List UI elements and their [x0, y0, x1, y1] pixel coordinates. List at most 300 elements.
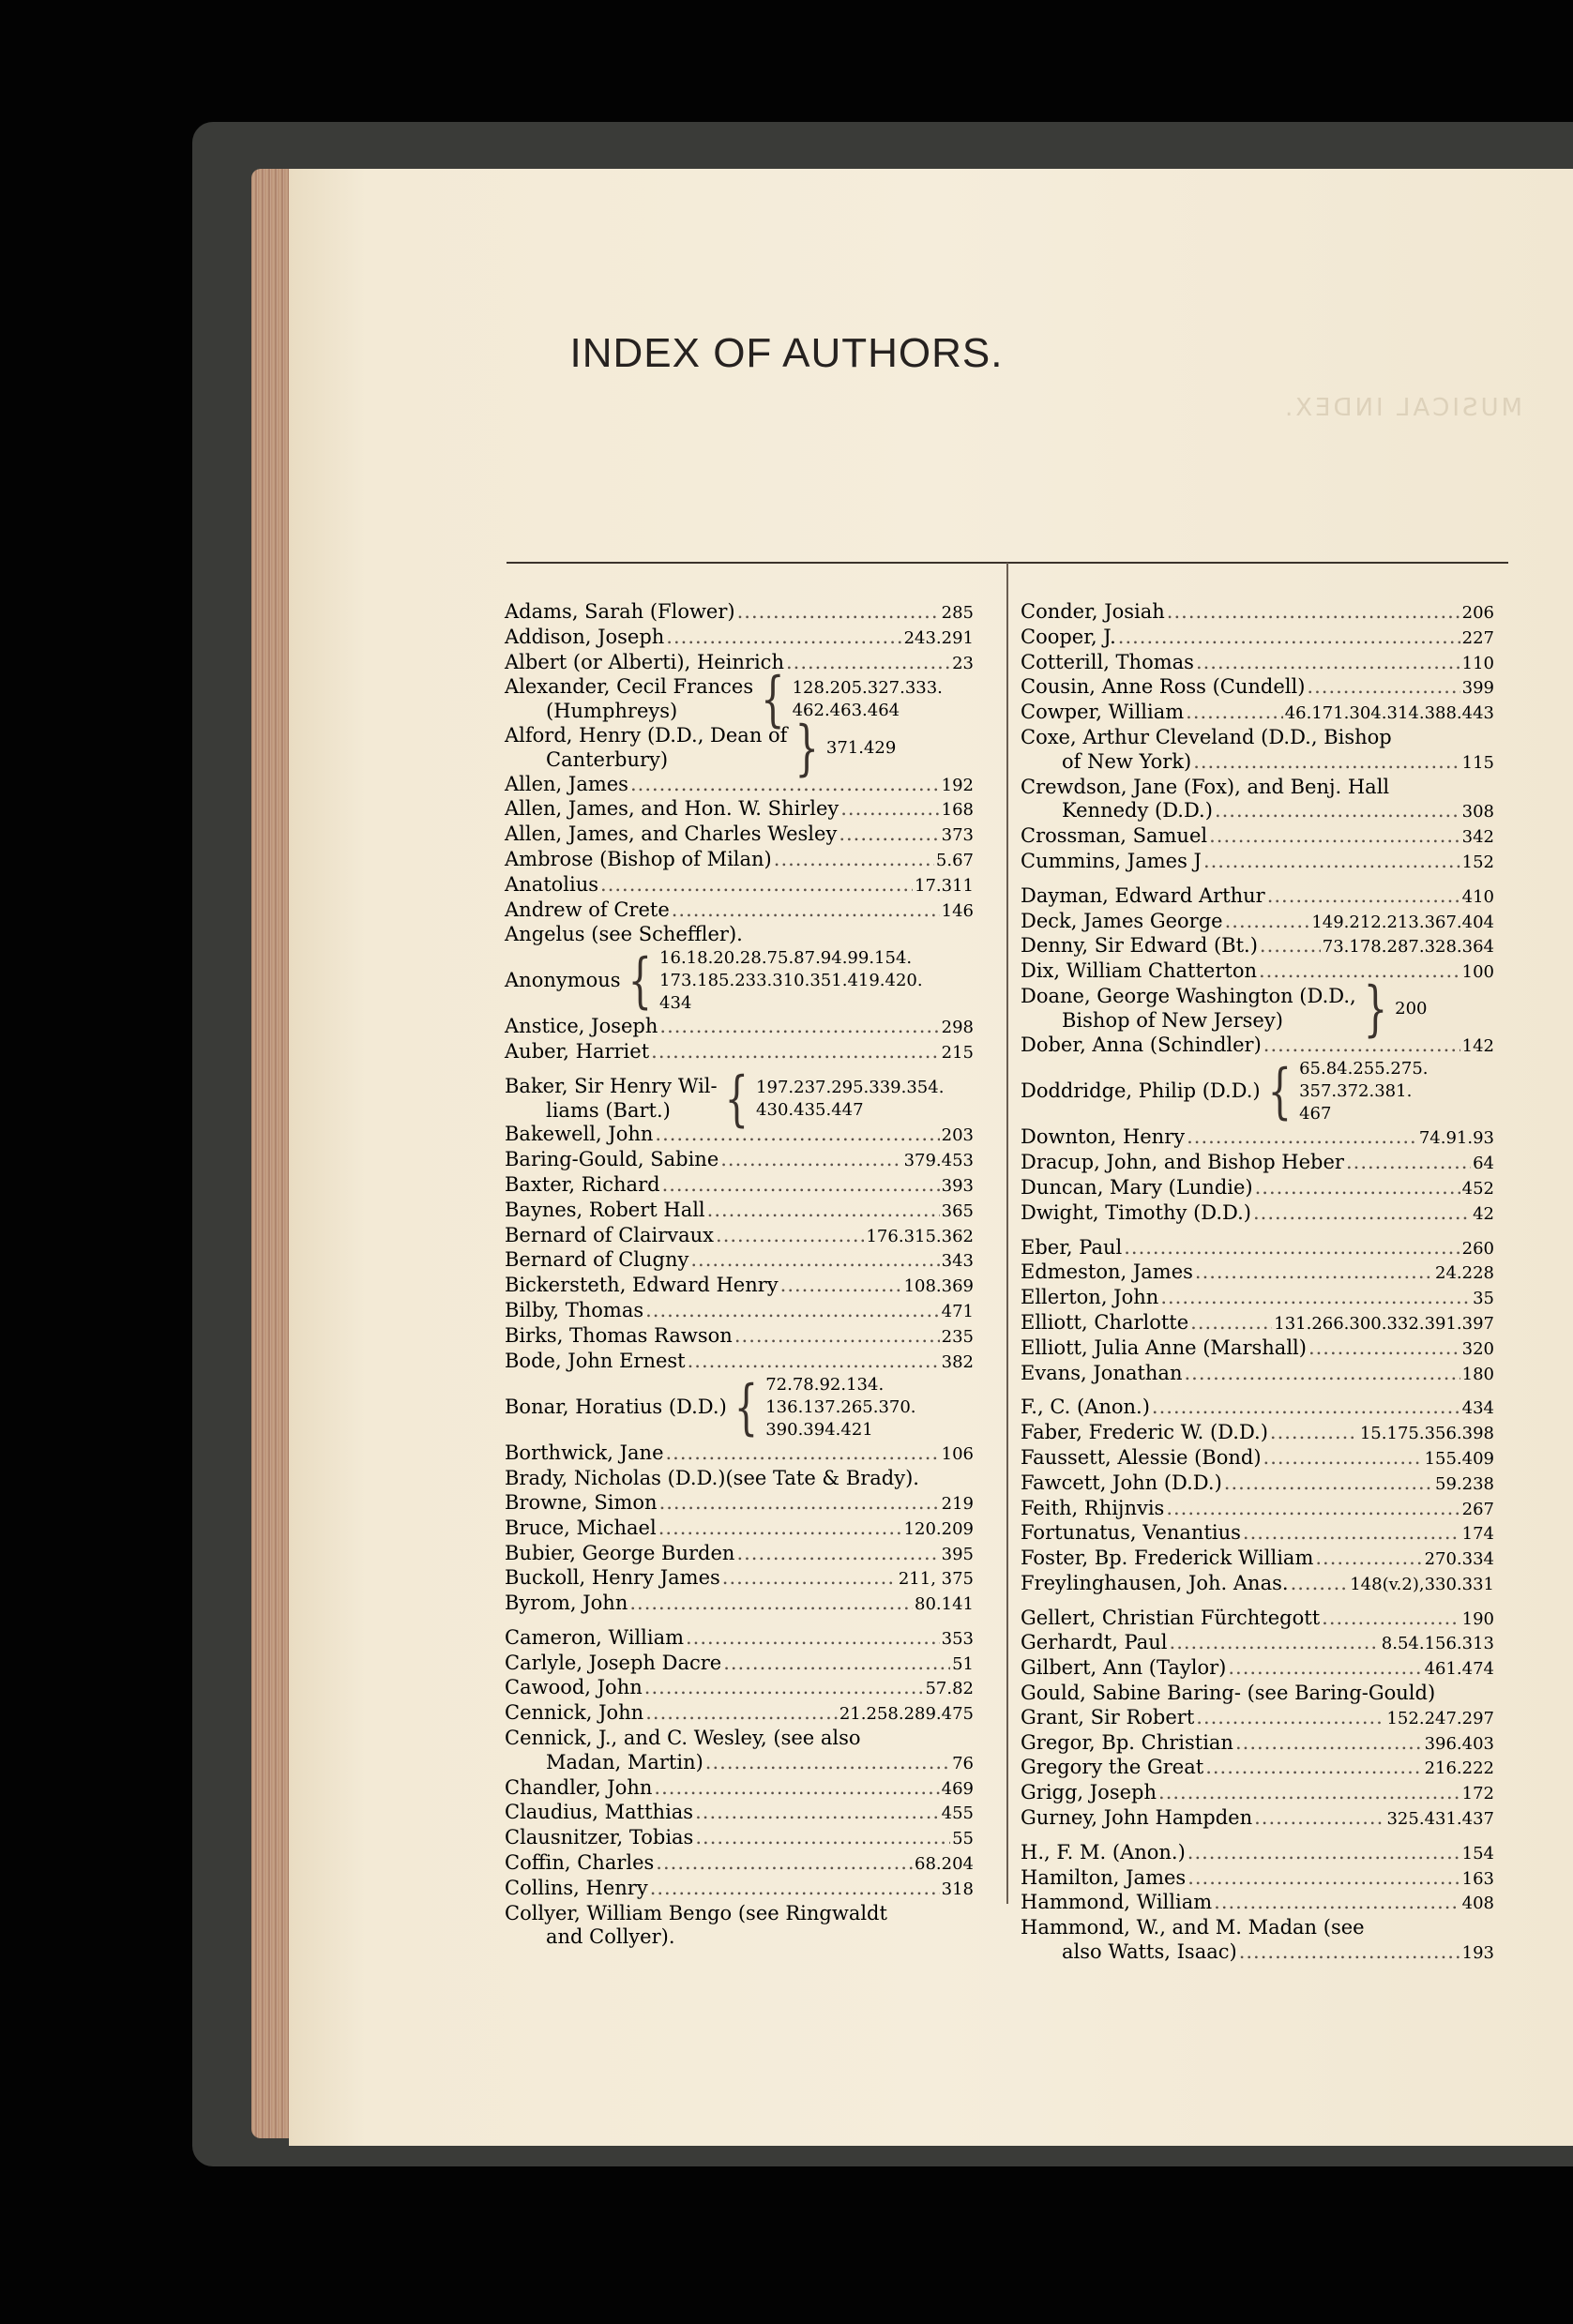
entry-line — [505, 1801, 974, 1826]
page-numbers: 155.409 — [1424, 1448, 1494, 1469]
author-name: Gregory the Great — [1021, 1756, 1204, 1779]
author-name: Birks, Thomas Rawson — [505, 1323, 733, 1347]
index-entry — [505, 1441, 974, 1467]
leader-dots — [1228, 1656, 1422, 1681]
entry-line — [505, 1199, 974, 1224]
leader-dots — [1158, 1781, 1460, 1805]
author-name: Dracup, John, and Bishop Heber — [1021, 1151, 1344, 1174]
page-numbers: 51 — [952, 1653, 974, 1674]
index-entry — [1021, 1201, 1494, 1227]
leader-dots — [707, 1199, 940, 1223]
page-numbers: 80.141 — [915, 1594, 974, 1615]
author-name — [1021, 985, 1356, 1034]
entry-line — [1021, 1034, 1494, 1059]
author-name — [505, 724, 787, 773]
author-name: Auber, Harriet — [505, 1039, 650, 1063]
index-entry — [505, 1801, 974, 1826]
page-numbers: 371.429 — [825, 737, 897, 758]
index-entry — [1021, 1682, 1494, 1706]
author-name-line: Baker, Sir Henry Wil- — [505, 1074, 718, 1097]
page-numbers: 353 — [941, 1628, 974, 1649]
entry-line — [1021, 850, 1494, 875]
entry-line — [1021, 1866, 1494, 1892]
author-name: Anonymous — [505, 969, 621, 992]
author-name: Bernard of Clugny — [505, 1248, 689, 1272]
index-entry — [505, 1123, 974, 1148]
index-entry — [505, 947, 974, 1015]
index-entry — [505, 1517, 974, 1542]
index-entry — [505, 923, 974, 947]
page-numbers: 35 — [1473, 1289, 1494, 1309]
index-entry — [505, 1776, 974, 1802]
author-name: Fawcett, John (D.D.) — [1021, 1471, 1222, 1494]
page-numbers — [659, 947, 923, 1015]
entry-line — [1021, 1656, 1494, 1682]
author-name-line: Bishop of New Jersey) — [1062, 1008, 1283, 1032]
author-name: Foster, Bp. Frederick William — [1021, 1547, 1314, 1570]
leader-dots — [658, 1517, 902, 1541]
index-entry — [505, 713, 974, 783]
index-entry — [505, 1566, 974, 1592]
index-entry — [1021, 1446, 1494, 1471]
entry-line — [505, 848, 974, 873]
index-entry — [1021, 1706, 1494, 1731]
entry-line — [505, 873, 974, 898]
page-numbers: 17.311 — [915, 875, 974, 896]
leader-dots — [630, 773, 940, 797]
page-numbers — [1299, 1058, 1428, 1125]
page-numbers: 115 — [1461, 752, 1494, 773]
author-name: Edmeston, James — [1021, 1260, 1193, 1284]
page-numbers: 471 — [941, 1301, 974, 1321]
page-numbers: 455 — [941, 1803, 974, 1824]
entry-line — [1021, 1421, 1494, 1446]
index-entry — [1021, 1841, 1494, 1866]
entry-line — [1021, 626, 1494, 651]
entry-line — [1021, 910, 1494, 935]
author-name: Dober, Anna (Schindler) — [1021, 1033, 1262, 1056]
author-name: Downton, Henry — [1021, 1125, 1186, 1149]
index-entry — [505, 1626, 974, 1652]
leader-dots — [1315, 1547, 1422, 1571]
entry-line — [1021, 1151, 1494, 1176]
index-entry — [1021, 1336, 1494, 1362]
author-name: Ambrose (Bishop of Milan) — [505, 847, 772, 870]
leader-dots — [1225, 910, 1310, 934]
page-numbers: 285 — [941, 603, 974, 623]
leader-dots — [1205, 1756, 1422, 1780]
page-numbers: 298 — [941, 1018, 974, 1038]
entry-line — [1021, 1362, 1494, 1387]
page-numbers-line: 390.394.421 — [765, 1420, 873, 1441]
entry-line — [1021, 1236, 1494, 1261]
entry-line — [505, 1224, 974, 1249]
author-name: Dwight, Timothy (D.D.) — [1021, 1200, 1251, 1224]
page-numbers: 396.403 — [1424, 1733, 1494, 1754]
page-numbers: 373 — [941, 825, 974, 846]
index-entry — [1021, 1866, 1494, 1892]
leader-dots — [1160, 1286, 1471, 1310]
leader-dots — [1214, 1891, 1460, 1915]
entry-line — [505, 773, 974, 798]
author-name — [505, 675, 753, 724]
index-entry — [1021, 824, 1494, 850]
entry-line — [1021, 1572, 1494, 1597]
leader-dots — [695, 1826, 950, 1850]
author-name: Baynes, Robert Hall — [505, 1198, 705, 1221]
page-numbers-line: 16.18.20.28.75.87.94.99.154. — [659, 948, 913, 969]
author-name: Cousin, Anne Ross (Cundell) — [1021, 675, 1306, 699]
page-numbers: 146 — [941, 900, 974, 921]
leader-dots — [839, 822, 939, 847]
author-name: Adams, Sarah (Flower) — [505, 600, 735, 623]
author-name: Cameron, William — [505, 1625, 684, 1649]
leader-dots — [1187, 1841, 1460, 1865]
entry-line — [505, 1040, 974, 1065]
entry-line — [1021, 1841, 1494, 1866]
author-name: Bubier, George Burden — [505, 1541, 735, 1564]
index-entry — [505, 600, 974, 626]
author-name: Conder, Josiah — [1021, 600, 1165, 623]
index-entry — [505, 1248, 974, 1274]
leader-dots — [629, 1592, 913, 1616]
author-name: Ellerton, John — [1021, 1286, 1159, 1309]
page-numbers: 24.228 — [1435, 1263, 1494, 1284]
leader-dots — [655, 1123, 939, 1147]
index-entry — [1021, 1607, 1494, 1632]
index-entry — [1021, 600, 1494, 626]
index-entry — [505, 1727, 974, 1776]
entry-line — [1021, 1607, 1494, 1632]
author-name: Chandler, John — [505, 1775, 653, 1799]
page-numbers: 5.67 — [935, 850, 974, 870]
author-name: Bruce, Michael — [505, 1516, 657, 1539]
entry-line — [1021, 1446, 1494, 1471]
entry-line — [505, 1467, 974, 1491]
leader-dots — [1270, 1421, 1358, 1445]
leader-dots — [1203, 850, 1460, 874]
index-entry — [1021, 776, 1494, 825]
author-name: Gellert, Christian Fürchtegott — [1021, 1606, 1321, 1629]
entry-line — [1021, 1201, 1494, 1227]
index-entry — [1021, 1547, 1494, 1572]
brace-glyph: { — [761, 665, 785, 734]
leader-dots — [1267, 884, 1460, 909]
index-entry — [505, 1350, 974, 1375]
author-name-line: Alexander, Cecil Frances — [505, 675, 754, 699]
leader-dots — [1259, 959, 1460, 984]
leader-dots — [1196, 651, 1460, 675]
page-numbers: 399 — [1461, 678, 1494, 699]
page-numbers: 108.369 — [903, 1276, 974, 1297]
page-numbers: 219 — [941, 1493, 974, 1514]
index-entry — [1021, 1731, 1494, 1757]
page-numbers: 206 — [1461, 603, 1494, 623]
leader-dots — [1124, 1236, 1460, 1260]
author-name: Byrom, John — [505, 1592, 628, 1615]
page-numbers: 267 — [1461, 1499, 1494, 1519]
entry-line — [505, 1826, 974, 1851]
leader-dots — [1195, 1260, 1433, 1285]
author-name: Grant, Sir Robert — [1021, 1705, 1195, 1728]
author-name-line — [505, 1925, 974, 1950]
author-name: Anatolius — [505, 872, 599, 896]
index-entry — [505, 1467, 974, 1491]
page-numbers: 152 — [1461, 852, 1494, 872]
leader-dots — [1253, 1201, 1471, 1226]
author-name: Brady, Nicholas (D.D.)(see Tate & Brady). — [505, 1467, 919, 1490]
page-numbers-line: 197.237.295.339.354. — [756, 1077, 945, 1097]
index-entry — [1021, 1631, 1494, 1656]
page-numbers: 308 — [1461, 802, 1494, 822]
index-entry — [1021, 1362, 1494, 1387]
page-numbers: 342 — [1461, 827, 1494, 848]
author-name: Crossman, Samuel — [1021, 824, 1208, 848]
leader-dots — [1209, 824, 1460, 849]
author-name: Feith, Rhijnvis — [1021, 1496, 1165, 1519]
page-numbers: 270.334 — [1424, 1549, 1494, 1570]
index-entry — [505, 1015, 974, 1040]
index-entry — [1021, 1236, 1494, 1261]
leader-dots — [662, 1173, 940, 1198]
entry-line — [1021, 1286, 1494, 1311]
leader-dots — [688, 1350, 940, 1374]
entry-line — [1021, 1682, 1494, 1706]
index-entry — [1021, 934, 1494, 959]
page-numbers: 200 — [1395, 998, 1428, 1019]
leader-dots — [737, 600, 940, 625]
entry-line — [505, 1299, 974, 1324]
author-name: Doddridge, Philip (D.D.) — [1021, 1079, 1261, 1103]
leader-dots — [1255, 1176, 1460, 1200]
entry-line — [505, 1248, 974, 1274]
page-numbers-line: 173.185.233.310.351.419.420. — [659, 971, 923, 991]
author-name: and Collyer). — [546, 1925, 675, 1949]
show-through-text: MUSICAL INDEX. — [1282, 394, 1522, 422]
page-numbers: 152.247.297 — [1386, 1708, 1494, 1728]
index-entry — [1021, 1572, 1494, 1597]
index-entry — [505, 1851, 974, 1877]
page-numbers: 74.91.93 — [1418, 1128, 1494, 1149]
author-name-line: Doane, George Washington (D.D., — [1021, 984, 1356, 1007]
leader-dots — [774, 848, 934, 872]
entry-line — [505, 1652, 974, 1677]
author-name: Cawood, John — [505, 1676, 643, 1699]
index-entry — [505, 773, 974, 798]
entry-line — [505, 1676, 974, 1701]
index-entry — [505, 1224, 974, 1249]
page-numbers: 55 — [952, 1829, 974, 1849]
entry-line — [505, 822, 974, 848]
index-entry — [505, 1199, 974, 1224]
entry-line — [505, 600, 974, 626]
author-name: Gurney, John Hampden — [1021, 1806, 1253, 1830]
page-numbers-line: 462.463.464 — [792, 701, 900, 721]
index-entry — [505, 1274, 974, 1299]
page-numbers-line: 430.435.447 — [756, 1099, 864, 1120]
author-name-line: Alford, Henry (D.D., Dean of — [505, 723, 788, 747]
leader-dots — [695, 1801, 940, 1825]
author-name: Addison, Joseph — [505, 625, 665, 648]
index-entry — [1021, 850, 1494, 875]
leader-dots — [1184, 1362, 1460, 1386]
index-entry — [1021, 1396, 1494, 1421]
page-numbers: 211, 375 — [898, 1569, 974, 1590]
page-numbers: 131.266.300.332.391.397 — [1274, 1313, 1494, 1334]
index-entry — [1021, 1806, 1494, 1832]
page-numbers-line: 128.205.327.333. — [792, 678, 943, 699]
index-entry — [505, 1173, 974, 1199]
page-numbers: 148(v.2),330.331 — [1350, 1574, 1494, 1594]
author-name: H., F. M. (Anon.) — [1021, 1840, 1186, 1864]
entry-line — [505, 1592, 974, 1617]
author-name: Faussett, Alessie (Bond) — [1021, 1445, 1262, 1469]
author-name: F., C. (Anon.) — [1021, 1396, 1150, 1419]
author-name-line — [1021, 799, 1494, 824]
entry-line — [1021, 1396, 1494, 1421]
index-entry — [505, 1148, 974, 1173]
author-name: Cummins, James J — [1021, 849, 1202, 872]
entry-line — [505, 1776, 974, 1802]
page-numbers: 149.212.213.367.404 — [1311, 912, 1494, 932]
braced-entry — [1021, 973, 1494, 1044]
page-numbers: 68.204 — [915, 1854, 974, 1875]
index-entry — [505, 651, 974, 676]
author-name: Dix, William Chatterton — [1021, 959, 1257, 983]
page-numbers: 216.222 — [1424, 1758, 1494, 1779]
author-name: Madan, Martin) — [546, 1750, 703, 1773]
brace-glyph: { — [1267, 1057, 1293, 1127]
author-name-line: Canterbury) — [546, 747, 669, 771]
author-name: Gilbert, Ann (Taylor) — [1021, 1656, 1227, 1680]
entry-line — [505, 1851, 974, 1877]
index-entry — [1021, 726, 1494, 776]
author-name: Cooper, J. — [1021, 625, 1116, 648]
leader-dots — [1235, 1731, 1423, 1756]
entry-line — [1021, 701, 1494, 726]
page-numbers-line: 136.137.265.370. — [765, 1397, 916, 1418]
author-name: Hamilton, James — [1021, 1865, 1187, 1889]
index-entry — [505, 1652, 974, 1677]
page-numbers: 42 — [1473, 1203, 1494, 1224]
index-entry — [505, 1064, 974, 1134]
braced-entry — [505, 665, 974, 734]
page-numbers: 180 — [1461, 1364, 1494, 1384]
leader-dots — [736, 1542, 939, 1566]
leader-dots — [686, 1626, 940, 1651]
author-name: Gregor, Bp. Christian — [1021, 1730, 1233, 1754]
leader-dots — [659, 1491, 940, 1516]
index-column-left — [505, 600, 974, 1950]
leader-dots — [1346, 1151, 1471, 1175]
index-entry — [1021, 1311, 1494, 1336]
author-name-line — [1021, 750, 1494, 776]
page-numbers: 260 — [1461, 1238, 1494, 1259]
page-numbers: 73.178.287.328.364 — [1322, 937, 1494, 958]
page-numbers: 227 — [1461, 627, 1494, 648]
author-name: Bilby, Thomas — [505, 1298, 644, 1321]
page-numbers: 325.431.437 — [1386, 1809, 1494, 1830]
author-name — [505, 1075, 718, 1124]
braced-entry — [505, 1374, 974, 1441]
leader-dots — [1196, 1706, 1384, 1730]
page-numbers-line: 65.84.255.275. — [1299, 1059, 1429, 1079]
index-entry — [1021, 651, 1494, 676]
entry-line — [1021, 1336, 1494, 1362]
page-numbers: 21.258.289.475 — [839, 1704, 974, 1725]
index-entry — [1021, 675, 1494, 701]
index-entry — [505, 1676, 974, 1701]
entry-line — [1021, 651, 1494, 676]
leader-dots — [1263, 1446, 1423, 1471]
entry-line — [505, 626, 974, 651]
page-numbers: 120.209 — [903, 1518, 974, 1539]
index-entry — [1021, 1756, 1494, 1781]
page-numbers: 142 — [1461, 1035, 1494, 1056]
index-entry — [1021, 1421, 1494, 1446]
author-name: Hammond, William — [1021, 1891, 1213, 1914]
author-name: Grigg, Joseph — [1021, 1781, 1157, 1804]
index-entry — [1021, 1034, 1494, 1059]
author-name: Anstice, Joseph — [505, 1015, 658, 1038]
page-numbers — [765, 1374, 915, 1441]
author-name: Cotterill, Thomas — [1021, 650, 1194, 673]
page-numbers-line: 357.372.381. — [1299, 1081, 1413, 1102]
entry-line — [505, 1542, 974, 1567]
page-numbers: 190 — [1461, 1608, 1494, 1629]
leader-dots — [1167, 600, 1460, 625]
author-name: Baxter, Richard — [505, 1172, 660, 1196]
author-name: Coffin, Charles — [505, 1851, 655, 1875]
page-numbers: 343 — [941, 1251, 974, 1272]
leader-dots — [1187, 1125, 1417, 1150]
page-numbers: 154 — [1461, 1843, 1494, 1864]
page-numbers: 168 — [941, 800, 974, 821]
index-entry — [1021, 1260, 1494, 1286]
index-entry — [505, 626, 974, 651]
entry-line — [1021, 1891, 1494, 1916]
index-entry — [505, 848, 974, 873]
author-name-line: Crewdson, Jane (Fox), and Benj. Hall — [1021, 775, 1390, 798]
index-entry — [505, 1040, 974, 1065]
author-name-line: Collyer, William Bengo (see Ringwaldt — [505, 1901, 887, 1924]
entry-line — [505, 1274, 974, 1299]
page-numbers: 215 — [941, 1042, 974, 1063]
page-numbers-line: 467 — [1299, 1104, 1332, 1124]
brace-glyph: { — [734, 1373, 759, 1443]
index-entry — [1021, 910, 1494, 935]
page-numbers: 174 — [1461, 1524, 1494, 1545]
entry-line — [505, 898, 974, 924]
author-name: Gerhardt, Paul — [1021, 1631, 1168, 1654]
entry-line — [1021, 1756, 1494, 1781]
leader-dots — [656, 1851, 913, 1876]
page-numbers: 410 — [1461, 886, 1494, 907]
index-entry — [505, 1324, 974, 1350]
author-name: Eber, Paul — [1021, 1235, 1123, 1259]
entry-line — [505, 1148, 974, 1173]
leader-dots — [1291, 1572, 1349, 1596]
brace-glyph: } — [794, 713, 819, 783]
author-name-line — [1021, 1940, 1494, 1966]
leader-dots — [651, 1040, 940, 1064]
author-name: Bakewell, John — [505, 1123, 654, 1146]
leader-dots — [705, 1751, 950, 1775]
entry-line — [1021, 1125, 1494, 1151]
entry-line — [505, 1324, 974, 1350]
index-entry — [505, 1826, 974, 1851]
page-numbers: 163 — [1461, 1868, 1494, 1889]
